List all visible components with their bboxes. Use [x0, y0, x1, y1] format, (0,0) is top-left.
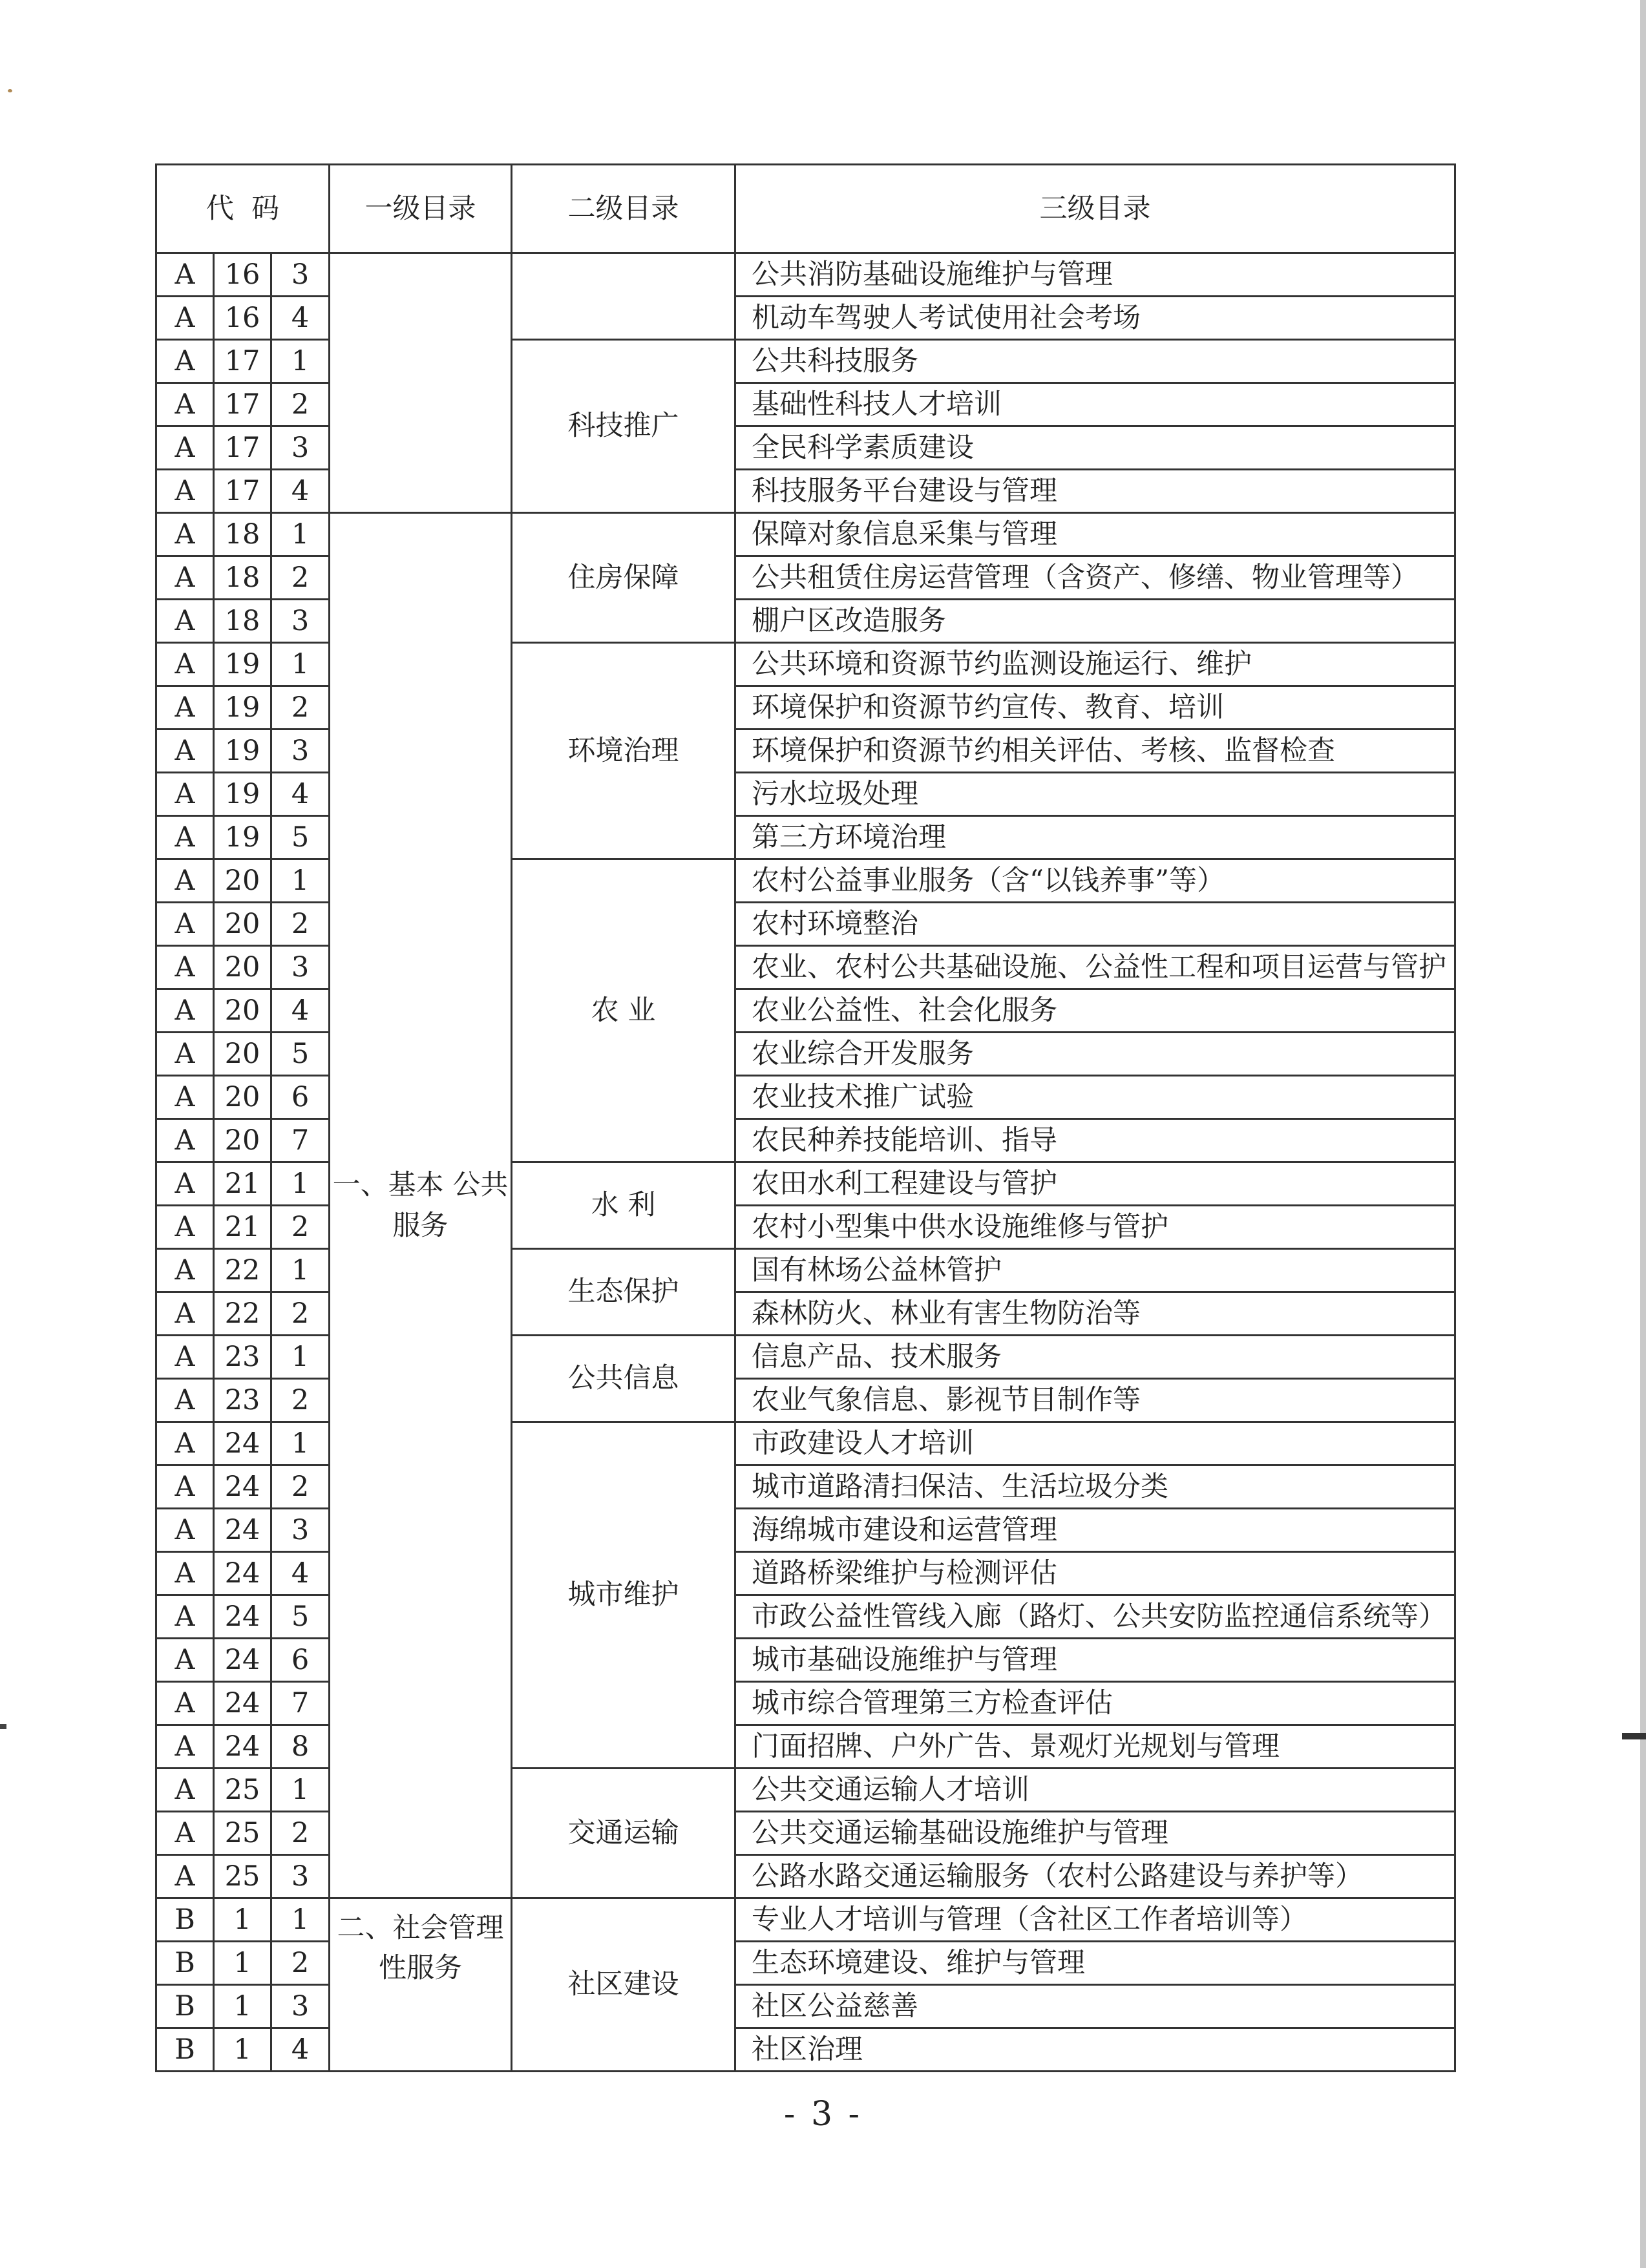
- code-major: 23: [214, 1336, 271, 1379]
- code-letter: A: [156, 297, 214, 340]
- level3-item: 农业公益性、社会化服务: [735, 989, 1455, 1033]
- level2-category: 公共信息: [512, 1336, 735, 1422]
- level3-item: 环境保护和资源节约相关评估、考核、监督检查: [735, 730, 1455, 773]
- level3-item: 环境保护和资源节约宣传、教育、培训: [735, 686, 1455, 730]
- level3-item: 第三方环境治理: [735, 816, 1455, 859]
- code-minor: 4: [271, 297, 330, 340]
- code-letter: A: [156, 1595, 214, 1639]
- code-major: 19: [214, 773, 271, 816]
- code-minor: 2: [271, 1942, 330, 1985]
- header-level3: 三级目录: [735, 165, 1455, 253]
- code-minor: 8: [271, 1725, 330, 1769]
- code-major: 23: [214, 1379, 271, 1422]
- code-minor: 3: [271, 1985, 330, 2028]
- code-letter: A: [156, 1422, 214, 1465]
- code-major: 19: [214, 643, 271, 686]
- level3-item: 科技服务平台建设与管理: [735, 470, 1455, 513]
- level3-item: 公共交通运输人才培训: [735, 1769, 1455, 1812]
- code-minor: 4: [271, 2028, 330, 2072]
- code-letter: A: [156, 730, 214, 773]
- code-minor: 4: [271, 1552, 330, 1595]
- level2-category: 农 业: [512, 859, 735, 1162]
- level1-category: 二、社会管理 性服务: [330, 1898, 512, 2072]
- level1-category: 一、基本 公共服务: [330, 513, 512, 1898]
- code-letter: A: [156, 1292, 214, 1336]
- code-minor: 5: [271, 1595, 330, 1639]
- code-major: 24: [214, 1682, 271, 1725]
- code-minor: 5: [271, 1033, 330, 1076]
- code-major: 24: [214, 1465, 271, 1509]
- code-major: 1: [214, 1985, 271, 2028]
- code-major: 20: [214, 989, 271, 1033]
- code-letter: A: [156, 1465, 214, 1509]
- code-minor: 6: [271, 1076, 330, 1119]
- level3-item: 国有林场公益林管护: [735, 1249, 1455, 1292]
- code-minor: 3: [271, 946, 330, 989]
- code-major: 18: [214, 556, 271, 600]
- level3-item: 市政公益性管线入廊（路灯、公共安防监控通信系统等）: [735, 1595, 1455, 1639]
- table-row: [156, 253, 1455, 297]
- level2-category: 水 利: [512, 1162, 735, 1249]
- level3-item: 门面招牌、户外广告、景观灯光规划与管理: [735, 1725, 1455, 1769]
- code-major: 24: [214, 1422, 271, 1465]
- code-minor: 1: [271, 643, 330, 686]
- code-major: 16: [214, 253, 271, 297]
- code-letter: A: [156, 600, 214, 643]
- code-minor: 2: [271, 903, 330, 946]
- level2-category: 住房保障: [512, 513, 735, 643]
- header-row: [156, 165, 1455, 253]
- level3-item: 公共租赁住房运营管理（含资产、修缮、物业管理等）: [735, 556, 1455, 600]
- code-letter: A: [156, 1206, 214, 1249]
- code-major: 19: [214, 686, 271, 730]
- code-letter: A: [156, 859, 214, 903]
- level3-item: 公共科技服务: [735, 340, 1455, 383]
- level3-item: 公路水路交通运输服务（农村公路建设与养护等）: [735, 1855, 1455, 1898]
- code-letter: A: [156, 1249, 214, 1292]
- level2-category: [512, 253, 735, 340]
- code-major: 17: [214, 340, 271, 383]
- code-minor: 3: [271, 600, 330, 643]
- code-major: 20: [214, 859, 271, 903]
- code-letter: A: [156, 816, 214, 859]
- level2-category: 环境治理: [512, 643, 735, 859]
- code-letter: A: [156, 1682, 214, 1725]
- header-level2: 二级目录: [512, 165, 735, 253]
- code-minor: 2: [271, 1465, 330, 1509]
- code-major: 19: [214, 730, 271, 773]
- level3-item: 污水垃圾处理: [735, 773, 1455, 816]
- code-minor: 1: [271, 1422, 330, 1465]
- code-letter: A: [156, 773, 214, 816]
- code-major: 20: [214, 946, 271, 989]
- level3-item: 保障对象信息采集与管理: [735, 513, 1455, 556]
- level3-item: 农业、农村公共基础设施、公益性工程和项目运营与管护: [735, 946, 1455, 989]
- scan-mark-right: [1622, 1733, 1646, 1739]
- code-minor: 4: [271, 470, 330, 513]
- level3-item: 城市综合管理第三方检查评估: [735, 1682, 1455, 1725]
- code-major: 17: [214, 426, 271, 470]
- code-minor: 2: [271, 1812, 330, 1855]
- code-minor: 2: [271, 1379, 330, 1422]
- code-major: 24: [214, 1639, 271, 1682]
- level2-category: 科技推广: [512, 340, 735, 513]
- code-major: 24: [214, 1595, 271, 1639]
- table-row: [156, 1898, 1455, 1942]
- code-major: 24: [214, 1552, 271, 1595]
- code-major: 22: [214, 1292, 271, 1336]
- level3-item: 农民种养技能培训、指导: [735, 1119, 1455, 1162]
- level3-item: 农田水利工程建设与管护: [735, 1162, 1455, 1206]
- code-minor: 1: [271, 859, 330, 903]
- code-minor: 1: [271, 513, 330, 556]
- code-major: 19: [214, 816, 271, 859]
- code-major: 20: [214, 903, 271, 946]
- code-minor: 3: [271, 730, 330, 773]
- code-letter: A: [156, 470, 214, 513]
- code-minor: 2: [271, 556, 330, 600]
- level3-item: 信息产品、技术服务: [735, 1336, 1455, 1379]
- level1-category: [330, 253, 512, 513]
- level3-item: 公共环境和资源节约监测设施运行、维护: [735, 643, 1455, 686]
- level3-item: 生态环境建设、维护与管理: [735, 1942, 1455, 1985]
- level2-category: 城市维护: [512, 1422, 735, 1769]
- code-major: 1: [214, 1898, 271, 1942]
- page-number: - 3 -: [783, 2095, 863, 2134]
- code-minor: 2: [271, 383, 330, 426]
- code-minor: 6: [271, 1639, 330, 1682]
- code-major: 24: [214, 1509, 271, 1552]
- code-minor: 3: [271, 253, 330, 297]
- code-letter: A: [156, 1119, 214, 1162]
- code-minor: 2: [271, 686, 330, 730]
- level3-item: 公共消防基础设施维护与管理: [735, 253, 1455, 297]
- code-letter: A: [156, 946, 214, 989]
- code-letter: A: [156, 1769, 214, 1812]
- code-major: 1: [214, 2028, 271, 2072]
- code-major: 20: [214, 1033, 271, 1076]
- code-major: 16: [214, 297, 271, 340]
- code-letter: A: [156, 1855, 214, 1898]
- code-letter: B: [156, 2028, 214, 2072]
- code-major: 24: [214, 1725, 271, 1769]
- level3-item: 农村小型集中供水设施维修与管护: [735, 1206, 1455, 1249]
- code-minor: 1: [271, 1898, 330, 1942]
- code-letter: A: [156, 383, 214, 426]
- code-minor: 1: [271, 1769, 330, 1812]
- level3-item: 专业人才培训与管理（含社区工作者培训等）: [735, 1898, 1455, 1942]
- level3-item: 社区公益慈善: [735, 1985, 1455, 2028]
- scan-mark-left: [0, 1724, 6, 1729]
- code-minor: 5: [271, 816, 330, 859]
- code-minor: 1: [271, 340, 330, 383]
- code-major: 25: [214, 1812, 271, 1855]
- code-letter: A: [156, 1033, 214, 1076]
- level3-item: 农村公益事业服务（含“以钱养事”等）: [735, 859, 1455, 903]
- level3-item: 基础性科技人才培训: [735, 383, 1455, 426]
- code-letter: A: [156, 426, 214, 470]
- code-major: 21: [214, 1206, 271, 1249]
- code-major: 20: [214, 1119, 271, 1162]
- code-letter: A: [156, 1812, 214, 1855]
- level3-item: 机动车驾驶人考试使用社会考场: [735, 297, 1455, 340]
- header-code: 代 码: [156, 165, 330, 253]
- code-minor: 4: [271, 773, 330, 816]
- code-minor: 2: [271, 1206, 330, 1249]
- code-letter: B: [156, 1985, 214, 2028]
- level2-category: 交通运输: [512, 1769, 735, 1898]
- code-minor: 3: [271, 1509, 330, 1552]
- code-letter: A: [156, 989, 214, 1033]
- level3-item: 农村环境整治: [735, 903, 1455, 946]
- level3-item: 城市道路清扫保洁、生活垃圾分类: [735, 1465, 1455, 1509]
- level3-item: 农业综合开发服务: [735, 1033, 1455, 1076]
- code-letter: A: [156, 1725, 214, 1769]
- code-major: 25: [214, 1769, 271, 1812]
- code-letter: B: [156, 1942, 214, 1985]
- level3-item: 棚户区改造服务: [735, 600, 1455, 643]
- level3-item: 农业气象信息、影视节目制作等: [735, 1379, 1455, 1422]
- level3-item: 农业技术推广试验: [735, 1076, 1455, 1119]
- code-major: 21: [214, 1162, 271, 1206]
- table-row: [156, 513, 1455, 556]
- code-minor: 3: [271, 426, 330, 470]
- code-letter: A: [156, 686, 214, 730]
- level3-item: 海绵城市建设和运营管理: [735, 1509, 1455, 1552]
- code-letter: A: [156, 1552, 214, 1595]
- code-letter: A: [156, 1509, 214, 1552]
- code-minor: 1: [271, 1162, 330, 1206]
- code-letter: A: [156, 556, 214, 600]
- code-letter: A: [156, 1162, 214, 1206]
- code-major: 25: [214, 1855, 271, 1898]
- code-minor: 1: [271, 1249, 330, 1292]
- code-minor: 4: [271, 989, 330, 1033]
- code-major: 17: [214, 470, 271, 513]
- code-major: 17: [214, 383, 271, 426]
- level3-item: 道路桥梁维护与检测评估: [735, 1552, 1455, 1595]
- code-letter: A: [156, 1639, 214, 1682]
- level3-item: 城市基础设施维护与管理: [735, 1639, 1455, 1682]
- catalog-body: [156, 253, 1455, 2072]
- code-letter: A: [156, 1379, 214, 1422]
- code-major: 18: [214, 600, 271, 643]
- code-minor: 2: [271, 1292, 330, 1336]
- code-minor: 7: [271, 1119, 330, 1162]
- catalog-table: [155, 163, 1456, 2072]
- header-level1: 一级目录: [330, 165, 512, 253]
- level3-item: 全民科学素质建设: [735, 426, 1455, 470]
- code-minor: 7: [271, 1682, 330, 1725]
- code-letter: A: [156, 253, 214, 297]
- code-letter: B: [156, 1898, 214, 1942]
- level3-item: 公共交通运输基础设施维护与管理: [735, 1812, 1455, 1855]
- code-minor: 3: [271, 1855, 330, 1898]
- code-letter: A: [156, 1076, 214, 1119]
- level2-category: 社区建设: [512, 1898, 735, 2072]
- level3-item: 森林防火、林业有害生物防治等: [735, 1292, 1455, 1336]
- scan-dust-mark: [8, 89, 12, 92]
- code-major: 22: [214, 1249, 271, 1292]
- code-major: 20: [214, 1076, 271, 1119]
- code-letter: A: [156, 340, 214, 383]
- code-minor: 1: [271, 1336, 330, 1379]
- code-letter: A: [156, 513, 214, 556]
- scan-border-right: [1640, 0, 1646, 2268]
- code-major: 1: [214, 1942, 271, 1985]
- code-letter: A: [156, 1336, 214, 1379]
- code-letter: A: [156, 903, 214, 946]
- level2-category: 生态保护: [512, 1249, 735, 1336]
- code-letter: A: [156, 643, 214, 686]
- code-major: 18: [214, 513, 271, 556]
- level3-item: 市政建设人才培训: [735, 1422, 1455, 1465]
- level3-item: 社区治理: [735, 2028, 1455, 2072]
